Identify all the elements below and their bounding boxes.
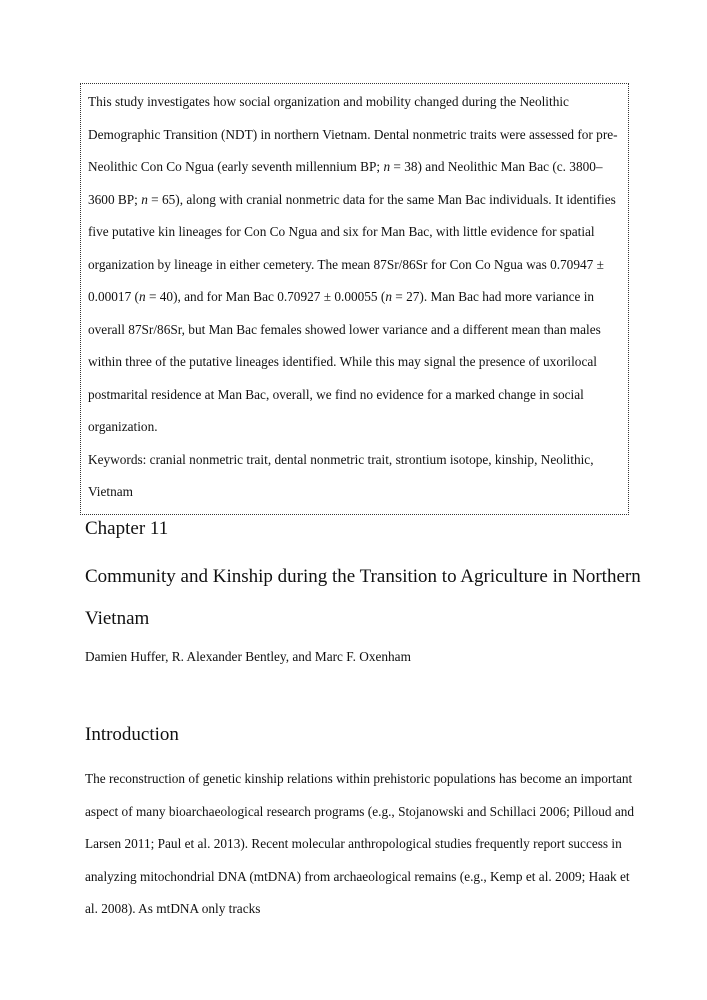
- authors: Damien Huffer, R. Alexander Bentley, and Marc F. Oxenham: [85, 649, 411, 664]
- chapter-title: Community and Kinship during the Transition to Agriculture in Northern Vietnam: [85, 566, 641, 629]
- chapter-label: Chapter 11: [85, 518, 169, 539]
- abstract-text: This study investigates how social organization and mobility changed during the Neolithic Demographic Transition (NDT) in northern Vietnam. Dental nonmetric traits were assessed for pre-Neolithic Con Co Ngua (early seventh millennium BP; n = 38) and Neolithic Man Bac (c. 3800–3600 BP; n = 65), along with cranial nonmetric data for the same Man Bac individuals. It identifies five putative kin lineages for Con Co Ngua and six for Man Bac, with little evidence for spatial organization by lineage in either cemetery. The mean 87Sr/86Sr for Con Co Ngua was 0.70947 ± 0.00017 (n = 40), and for Man Bac 0.70927 ± 0.00055 (n = 27). Man Bac had more variance in overall 87Sr/86Sr, but Man Bac females showed lower variance and a different mean than males within three of the putative lineages identified. While this may signal the presence of uxorilocal postmarital residence at Man Bac, overall, we find no evidence for a marked change in social organization.: [88, 94, 618, 434]
- section-heading-introduction: Introduction: [85, 724, 179, 745]
- keywords: Keywords: cranial nonmetric trait, dental nonmetric trait, strontium isotope, kinship, Neolithic, Vietnam: [88, 451, 594, 499]
- introduction-paragraph: The reconstruction of genetic kinship relations within prehistoric populations has become an important aspect of many bioarchaeological research programs (e.g., Stojanowski and Schillaci 2006; Pilloud and Larsen 2011; Paul et al. 2013). Recent molecular anthropological studies frequently report success in analyzing mitochondrial DNA (mtDNA) from archaeological remains (e.g., Kemp et al. 2009; Haak et al. 2008). As mtDNA only tracks: [85, 771, 635, 916]
- abstract-box: [80, 83, 629, 515]
